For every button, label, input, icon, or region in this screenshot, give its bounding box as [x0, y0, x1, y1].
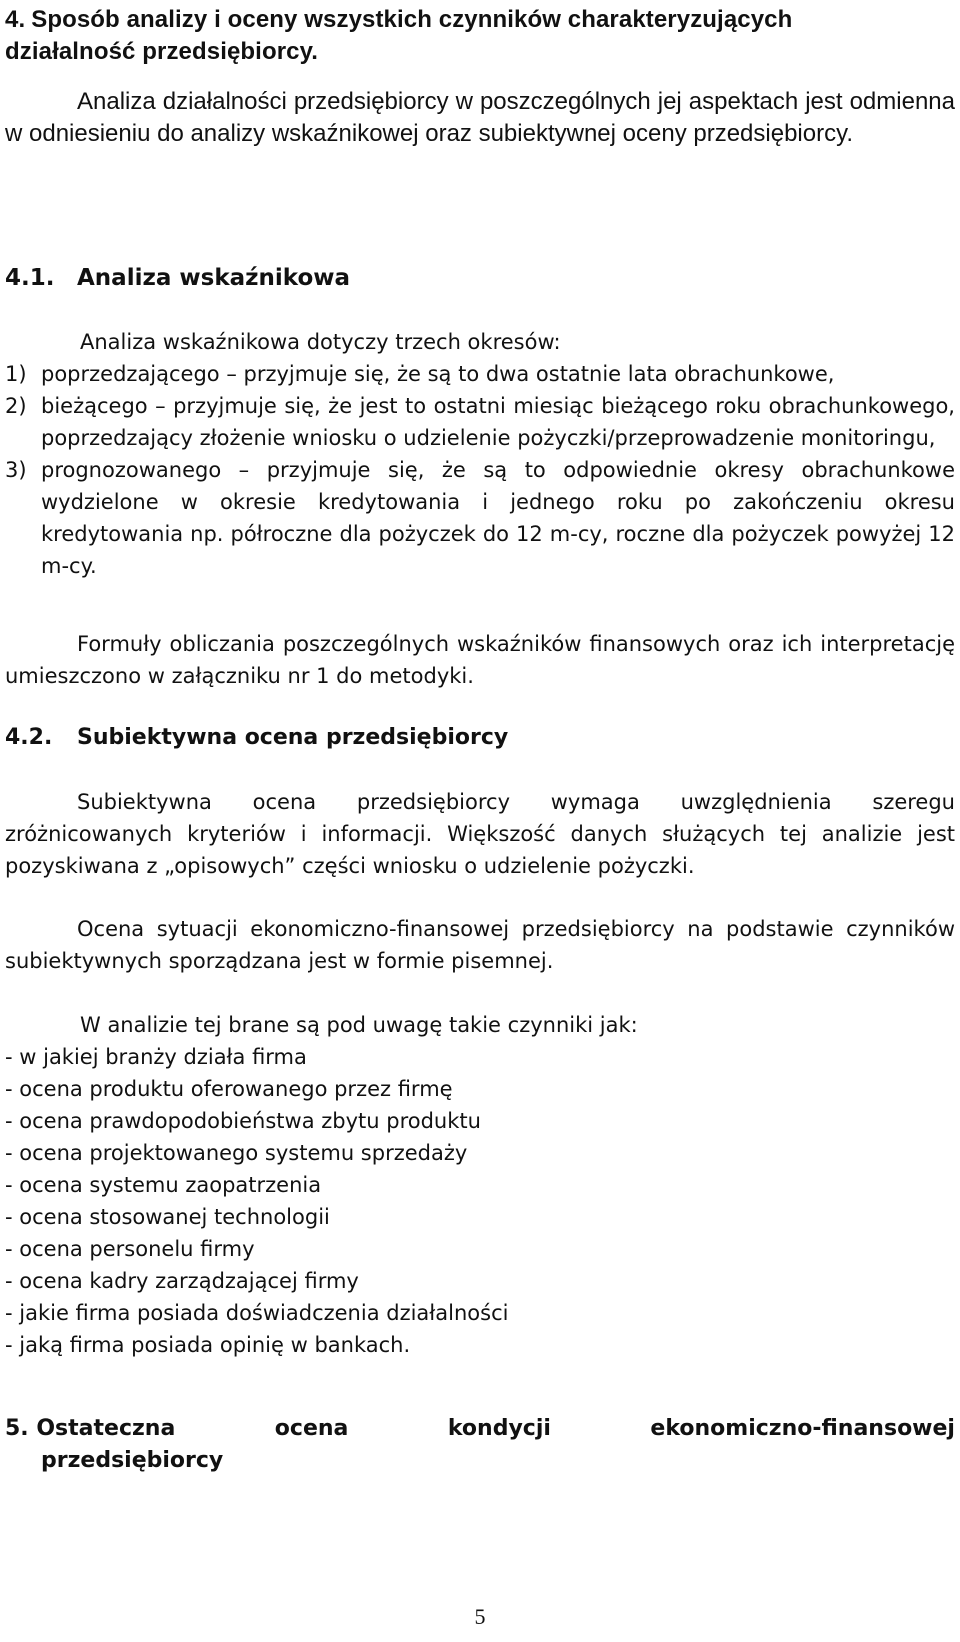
list-marker: 1) — [5, 362, 27, 386]
section-5-number: 5. — [5, 1416, 29, 1441]
list-item-text: prognozowanego – przyjmuje się, że są to odpowiednie okresy obrachunkowe wydzielone w okresie kredytowania i jednego roku po zakończeniu okresu kredytowania np. półroczne dla pożyczek do 12 m-cy, roczne dla pożyczek powyżej 12 m-cy. — [41, 458, 955, 578]
list-item: - ocena produktu oferowanego przez firmę — [5, 1077, 453, 1101]
periods-list — [5, 358, 955, 582]
list-item — [5, 390, 955, 454]
section-5-heading-line-1 — [5, 1413, 955, 1445]
factors-list — [5, 1041, 508, 1361]
list-marker: 3) — [5, 458, 27, 482]
section-5-word-4: ekonomiczno-finansowej — [650, 1416, 955, 1441]
section-4-1-number: 4.1. — [5, 265, 55, 291]
section-5-word-3: kondycji — [447, 1416, 551, 1441]
list-marker: 2) — [5, 394, 27, 418]
section-4-title-line-1: Sposób analizy i oceny wszystkich czynników charakteryzujących — [31, 6, 793, 33]
section-4-1-title: Analiza wskaźnikowa — [77, 265, 351, 291]
subjective-assessment-paragraph-2: Ocena sytuacji ekonomiczno-finansowej przedsiębiorcy na podstawie czynników subiektywnych sporządzana jest w formie pisemnej. — [5, 917, 955, 973]
page-number: 5 — [474, 1604, 486, 1629]
formulas-paragraph: Formuły obliczania poszczególnych wskaźników finansowych oraz ich interpretację umieszczono w załączniku nr 1 do metodyki. — [5, 632, 955, 688]
section-4-2-heading — [5, 722, 508, 754]
section-5-word-2: ocena — [274, 1416, 349, 1441]
section-5-word-1: Ostateczna — [36, 1416, 176, 1441]
list-item: - ocena kadry zarządzającej firmy — [5, 1269, 359, 1293]
list-item: - ocena projektowanego systemu sprzedaży — [5, 1141, 468, 1165]
list-item: - ocena personelu firmy — [5, 1237, 255, 1261]
section-5-heading — [5, 1413, 955, 1477]
list-item: - ocena stosowanej technologii — [5, 1205, 330, 1229]
section-4-heading — [5, 4, 955, 68]
section-4-heading-line-1 — [5, 4, 955, 36]
section-4-intro-paragraph: Analiza działalności przedsiębiorcy w poszczególnych jej aspektach jest odmienna w odniesieniu do analizy wskaźnikowej oraz subiektywnej oceny przedsiębiorcy. — [5, 88, 955, 147]
subjective-assessment-paragraph-1: Subiektywna ocena przedsiębiorcy wymaga uwzględnienia szeregu zróżnicowanych kryteriów i informacji. Większość danych służących tej analizie jest pozyskiwana z „opisowych” części wniosku o udzielenie pożyczki. — [5, 790, 955, 878]
list-item: - jakie firma posiada doświadczenia działalności — [5, 1301, 509, 1325]
section-4-1-heading — [5, 262, 350, 294]
periods-intro: Analiza wskaźnikowa dotyczy trzech okresów: — [80, 330, 561, 354]
list-item — [5, 358, 955, 390]
list-item-text: poprzedzającego – przyjmuje się, że są to dwa ostatnie lata obrachunkowe, — [41, 362, 835, 386]
list-item: - ocena systemu zaopatrzenia — [5, 1173, 322, 1197]
list-item — [5, 454, 955, 582]
list-item: - w jakiej branży działa firma — [5, 1045, 307, 1069]
section-5-number-and-word — [5, 1413, 175, 1445]
section-4-2-title: Subiektywna ocena przedsiębiorcy — [77, 725, 509, 750]
document-page — [5, 0, 955, 1642]
list-item-text: bieżącego – przyjmuje się, że jest to ostatni miesiąc bieżącego roku obrachunkowego, poprzedzający złożenie wniosku o udzielenie pożyczki/przeprowadzenie monitoringu, — [41, 394, 955, 450]
section-4-title-line-2: działalność przedsiębiorcy. — [5, 38, 319, 65]
section-4-2-number: 4.2. — [5, 725, 53, 750]
factors-intro: W analizie tej brane są pod uwagę takie czynniki jak: — [80, 1013, 638, 1037]
section-5-title-line-2: przedsiębiorcy — [41, 1448, 224, 1473]
section-4-number: 4. — [5, 6, 26, 33]
list-item: - ocena prawdopodobieństwa zbytu produktu — [5, 1109, 481, 1133]
list-item: - jaką firma posiada opinię w bankach. — [5, 1333, 411, 1357]
